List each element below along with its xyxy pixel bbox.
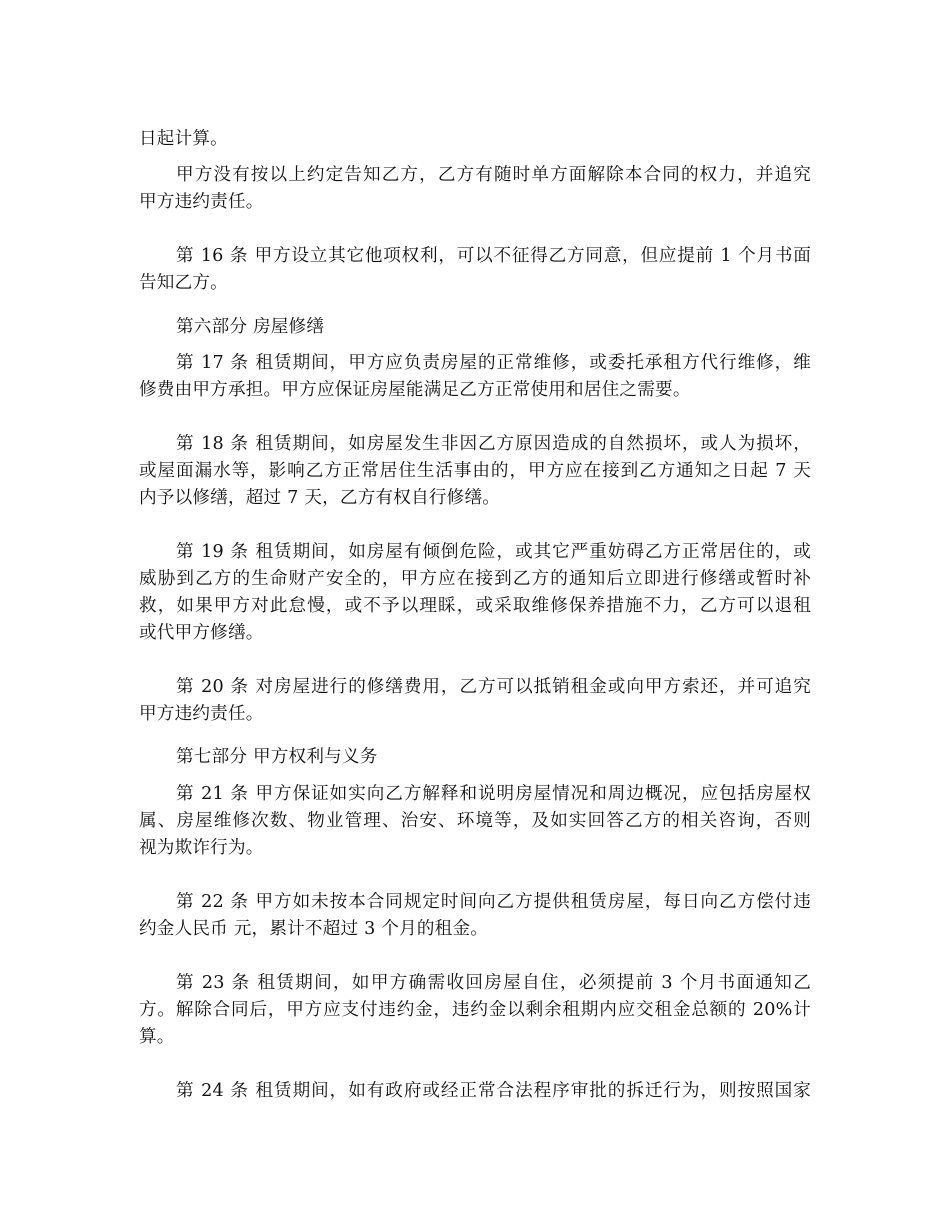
document-line: 算。 [139, 1027, 175, 1047]
document-line: 内予以修缮，超过 7 天，乙方有权自行修缮。 [139, 488, 501, 508]
document-line: 第 20 条 对房屋进行的修缮费用，乙方可以抵销租金或向甲方索还，并可追究 [176, 677, 811, 697]
document-line: 甲方违约责任。 [139, 192, 264, 212]
document-line: 方。解除合同后，甲方应支付违约金，违约金以剩余租期内应交租金总额的 20%计 [139, 1000, 811, 1020]
document-line: 第六部分 房屋修缮 [176, 317, 325, 337]
document-line: 约金人民币 元，累计不超过 3 个月的租金。 [139, 919, 489, 939]
document-line: 第 19 条 租赁期间，如房屋有倾倒危险，或其它严重妨碍乙方正常居住的，或 [176, 542, 811, 562]
document-line: 第 17 条 租赁期间，甲方应负责房屋的正常维修，或委托承租方代行维修，维 [176, 353, 811, 373]
document-line: 威胁到乙方的生命财产安全的，甲方应在接到乙方的通知后立即进行修缮或暂时补 [139, 569, 811, 589]
document-line: 第 22 条 甲方如未按本合同规定时间向乙方提供租赁房屋，每日向乙方偿付违 [176, 892, 811, 912]
document-line: 或屋面漏水等，影响乙方正常居住生活事由的，甲方应在接到乙方通知之日起 7 天 [139, 461, 811, 481]
document-line: 第 16 条 甲方设立其它他项权利，可以不征得乙方同意，但应提前 1 个月书面 [176, 246, 811, 266]
document-line: 修费由甲方承担。甲方应保证房屋能满足乙方正常使用和居住之需要。 [139, 380, 691, 400]
document-line: 甲方没有按以上约定告知乙方，乙方有随时单方面解除本合同的权力，并追究 [176, 165, 811, 185]
document-line: 告知乙方。 [139, 273, 228, 293]
document-line: 第七部分 甲方权利与义务 [176, 747, 378, 767]
document-line: 视为欺诈行为。 [139, 838, 264, 858]
document-line: 第 24 条 租赁期间，如有政府或经正常合法程序审批的拆迁行为，则按照国家 [176, 1081, 811, 1101]
document-line: 日起计算。 [139, 129, 228, 149]
document-line: 第 18 条 租赁期间，如房屋发生非因乙方原因造成的自然损坏，或人为损坏， [176, 434, 811, 454]
document-line: 第 21 条 甲方保证如实向乙方解释和说明房屋情况和周边概况，应包括房屋权 [176, 784, 811, 804]
document-line: 甲方违约责任。 [139, 704, 264, 724]
document-line: 属、房屋维修次数、物业管理、治安、环境等，及如实回答乙方的相关咨询，否则 [139, 811, 811, 831]
document-line: 或代甲方修缮。 [139, 623, 264, 643]
document-line: 第 23 条 租赁期间，如甲方确需收回房屋自住，必须提前 3 个月书面通知乙 [176, 973, 811, 993]
document-line: 救，如果甲方对此怠慢，或不予以理睬，或采取维修保养措施不力，乙方可以退租 [139, 596, 811, 616]
